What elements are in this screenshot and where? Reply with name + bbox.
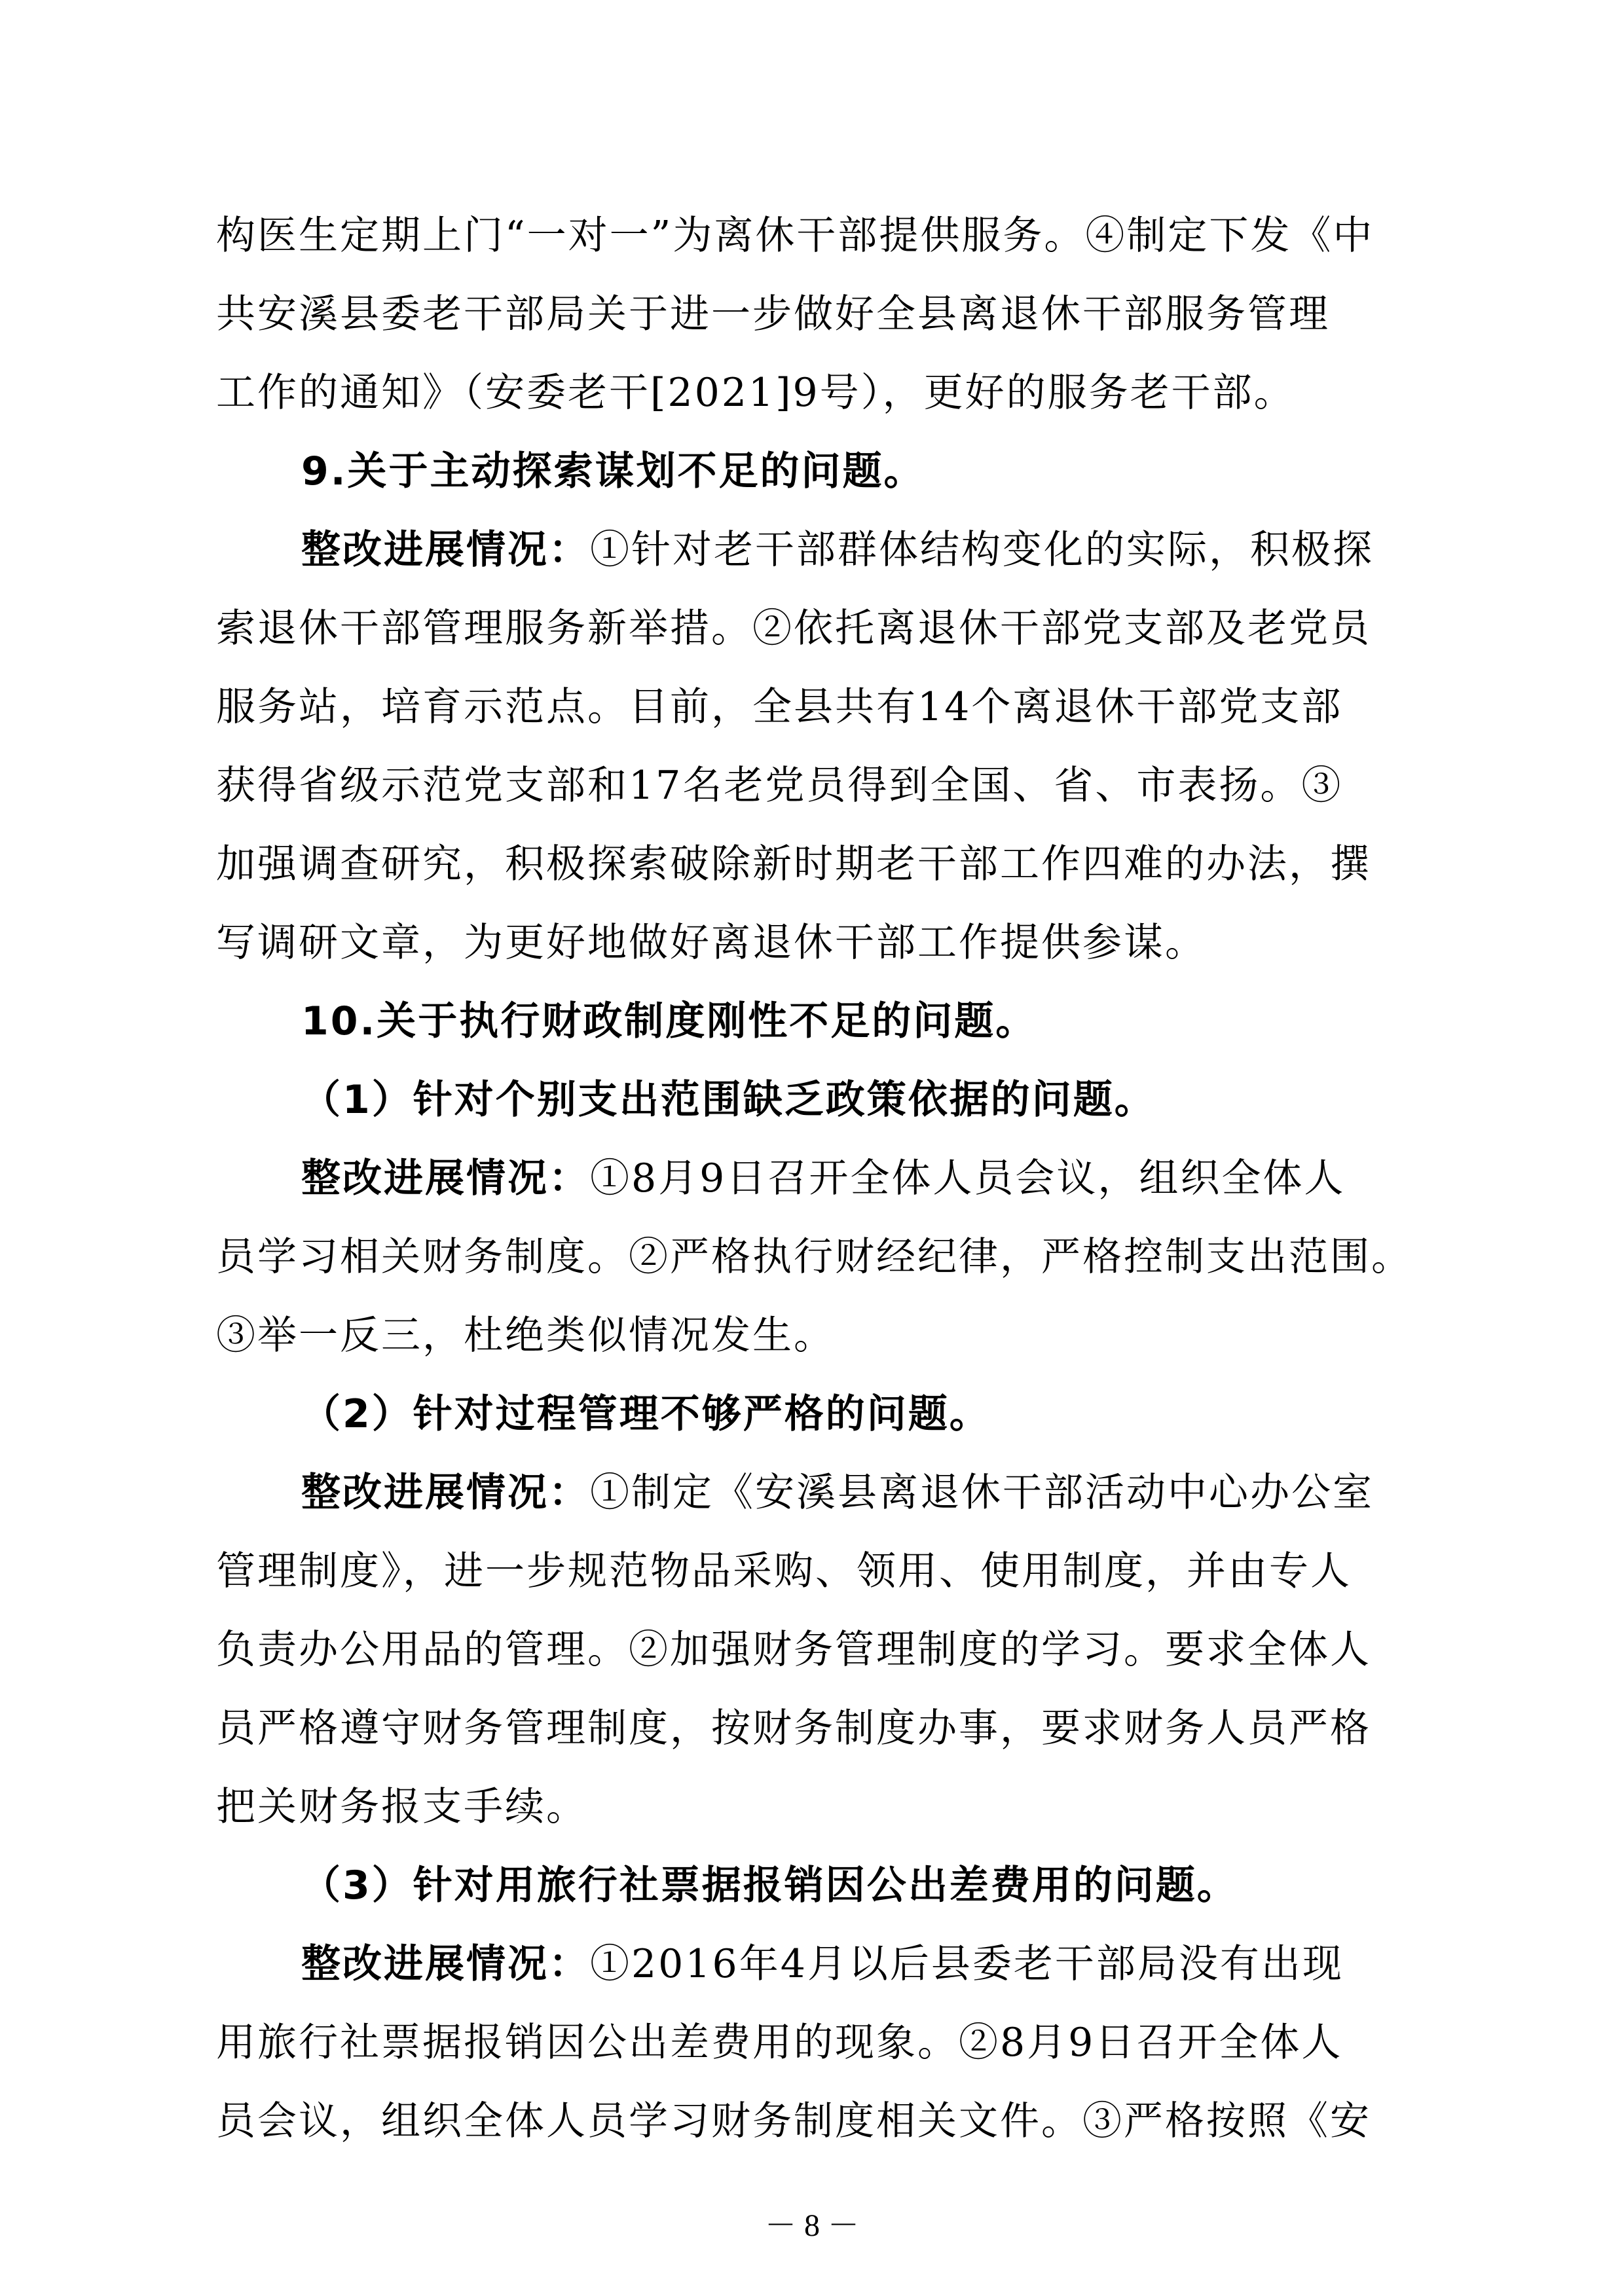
paragraph-line: 负责办公用品的管理。②加强财务管理制度的学习。要求全体人 — [216, 1627, 1371, 1673]
section-heading: 10.关于执行财政制度刚性不足的问题。 — [301, 998, 1037, 1044]
subsection-heading: （1）针对个别支出范围缺乏政策依据的问题。 — [301, 1077, 1156, 1123]
paragraph-line: 员学习相关财务制度。②严格执行财经纪律，严格控制支出范围。 — [216, 1234, 1412, 1280]
progress-line — [216, 1925, 1414, 2003]
section-heading: 9.关于主动探索谋划不足的问题。 — [301, 448, 925, 494]
progress-line — [216, 1453, 1414, 1532]
paragraph-line: 写调研文章，为更好地做好离退休干部工作提供参谋。 — [216, 920, 1206, 966]
progress-text: ①8月9日召开全体人员会议，组织全体人 — [590, 1156, 1346, 1201]
progress-label: 整改进展情况： — [301, 1470, 590, 1516]
paragraph-line: 用旅行社票据报销因公出差费用的现象。②8月9日召开全体人 — [216, 2020, 1343, 2066]
paragraph-line: 员会议，组织全体人员学习财务制度相关文件。③严格按照《安 — [216, 2098, 1371, 2144]
subsection-heading: （2）针对过程管理不够严格的问题。 — [301, 1391, 991, 1437]
progress-line — [216, 511, 1414, 589]
progress-label: 整改进展情况： — [301, 1156, 590, 1201]
paragraph-line: 工作的通知》（安委老干[2021]9号），更好的服务老干部。 — [216, 370, 1295, 416]
progress-text: ①2016年4月以后县委老干部局没有出现 — [590, 1941, 1344, 1987]
paragraph-line: 获得省级示范党支部和17名老党员得到全国、省、市表扬。③ — [216, 763, 1343, 809]
paragraph-line: 员严格遵守财务管理制度，按财务制度办事，要求财务人员严格 — [216, 1705, 1371, 1751]
document-body — [216, 196, 1414, 2160]
paragraph-line: 加强调查研究，积极探索破除新时期老干部工作四难的办法，撰 — [216, 841, 1371, 887]
paragraph-line: 共安溪县委老干部局关于进一步做好全县离退休干部服务管理 — [216, 291, 1330, 337]
paragraph-line: 索退休干部管理服务新举措。②依托离退休干部党支部及老党员 — [216, 606, 1371, 651]
progress-line — [216, 1139, 1414, 1218]
subsection-heading: （3）针对用旅行社票据报销因公出差费用的问题。 — [301, 1863, 1238, 1908]
paragraph-line: 服务站，培育示范点。目前，全县共有14个离退休干部党支部 — [216, 684, 1343, 730]
page-number: － 8 － — [764, 2208, 859, 2243]
progress-text: ①针对老干部群体结构变化的实际，积极探 — [590, 527, 1374, 573]
paragraph-line: 管理制度》，进一步规范物品采购、领用、使用制度，并由专人 — [216, 1548, 1352, 1594]
progress-label: 整改进展情况： — [301, 1941, 590, 1987]
progress-text: ①制定《安溪县离退休干部活动中心办公室 — [590, 1470, 1374, 1516]
paragraph-line: ③举一反三，杜绝类似情况发生。 — [216, 1313, 835, 1358]
paragraph-line: 构医生定期上门“一对一”为离休干部提供服务。④制定下发《中 — [216, 213, 1375, 259]
progress-label: 整改进展情况： — [301, 527, 590, 573]
paragraph-line: 把关财务报支手续。 — [216, 1784, 587, 1830]
